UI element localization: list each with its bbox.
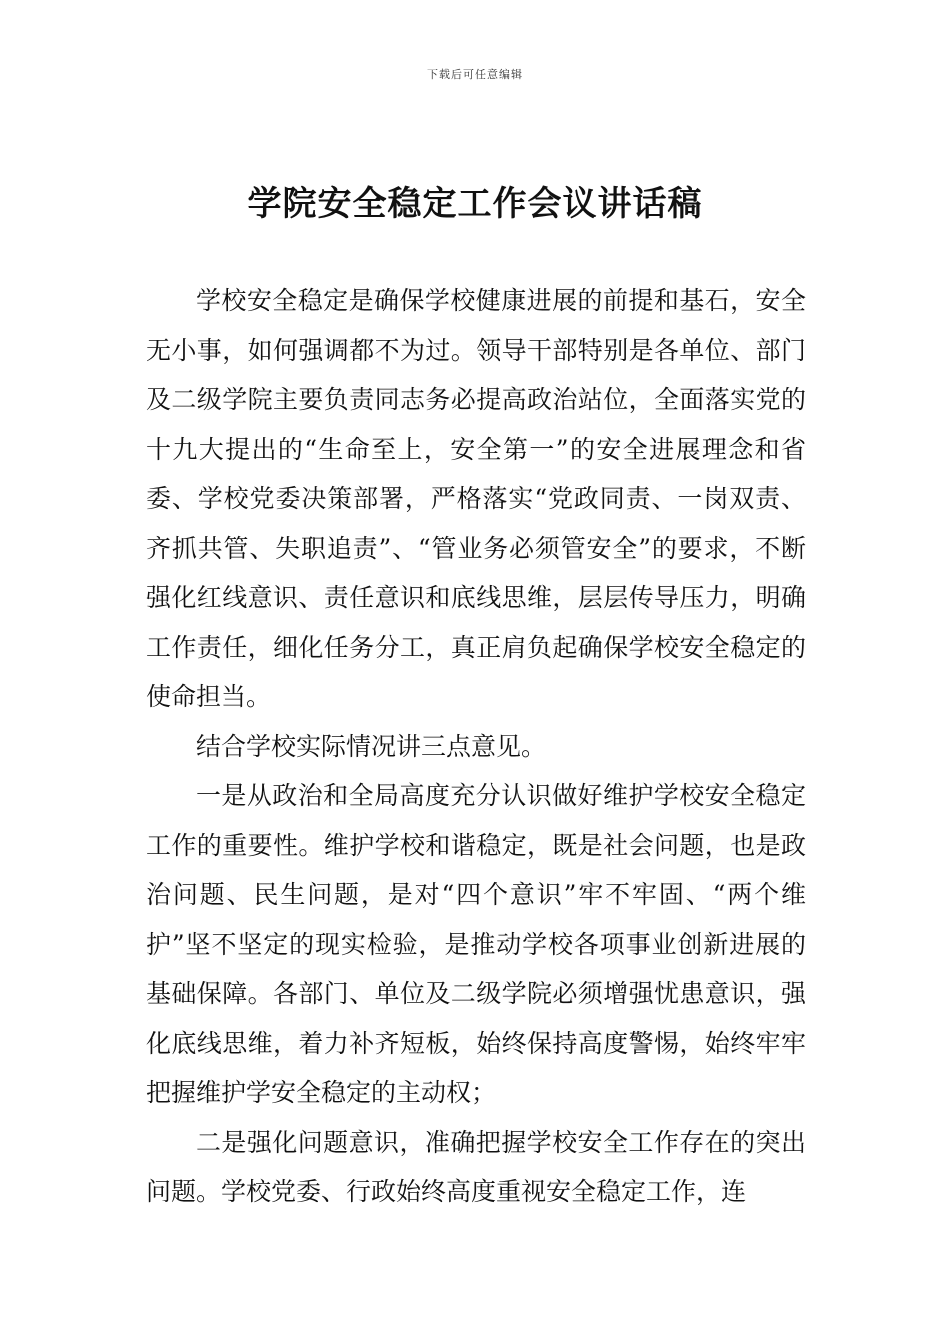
paragraph-point-one: 一是从政治和全局高度充分认识做好维护学校安全稳定工作的重要性。维护学校和谐稳定，既是社会问题，也是政治问题、民生问题，是对“四个意识”牢不牢固、“两个维护”坚不坚定的现实检验，是推动学校各项事业创新进展的基础保障。各部门、单位及二级学院必须增强忧患意识，强化底线思维，着力补齐短板，始终保持高度警惕，始终牢牢把握维护学安全稳定的主动权； bbox=[146, 781, 806, 1107]
document-body bbox=[146, 276, 806, 1217]
paragraph-point-two: 二是强化问题意识，准确把握学校安全工作存在的突出问题。学校党委、行政始终高度重视安全稳定工作，连 bbox=[146, 1127, 806, 1206]
header-note: 下载后可任意编辑 bbox=[427, 68, 523, 81]
paragraph-opinions-lead: 结合学校实际情况讲三点意见。 bbox=[196, 731, 547, 761]
paragraph-intro: 学校安全稳定是确保学校健康进展的前提和基石，安全无小事，如何强调都不为过。领导干部特别是各单位、部门及二级学院主要负责同志务必提高政治站位，全面落实党的十九大提出的“生命至上，安全第一”的安全进展理念和省委、学校党委决策部署，严格落实“党政同责、一岗双责、齐抓共管、失职追责”、“管业务必须管安全”的要求，不断强化红线意识、责任意识和底线思维，层层传导压力，明确工作责任，细化任务分工，真正肩负起确保学校安全稳定的使命担当。 bbox=[146, 286, 806, 711]
document-title: 学院安全稳定工作会议讲话稿 bbox=[247, 184, 703, 224]
